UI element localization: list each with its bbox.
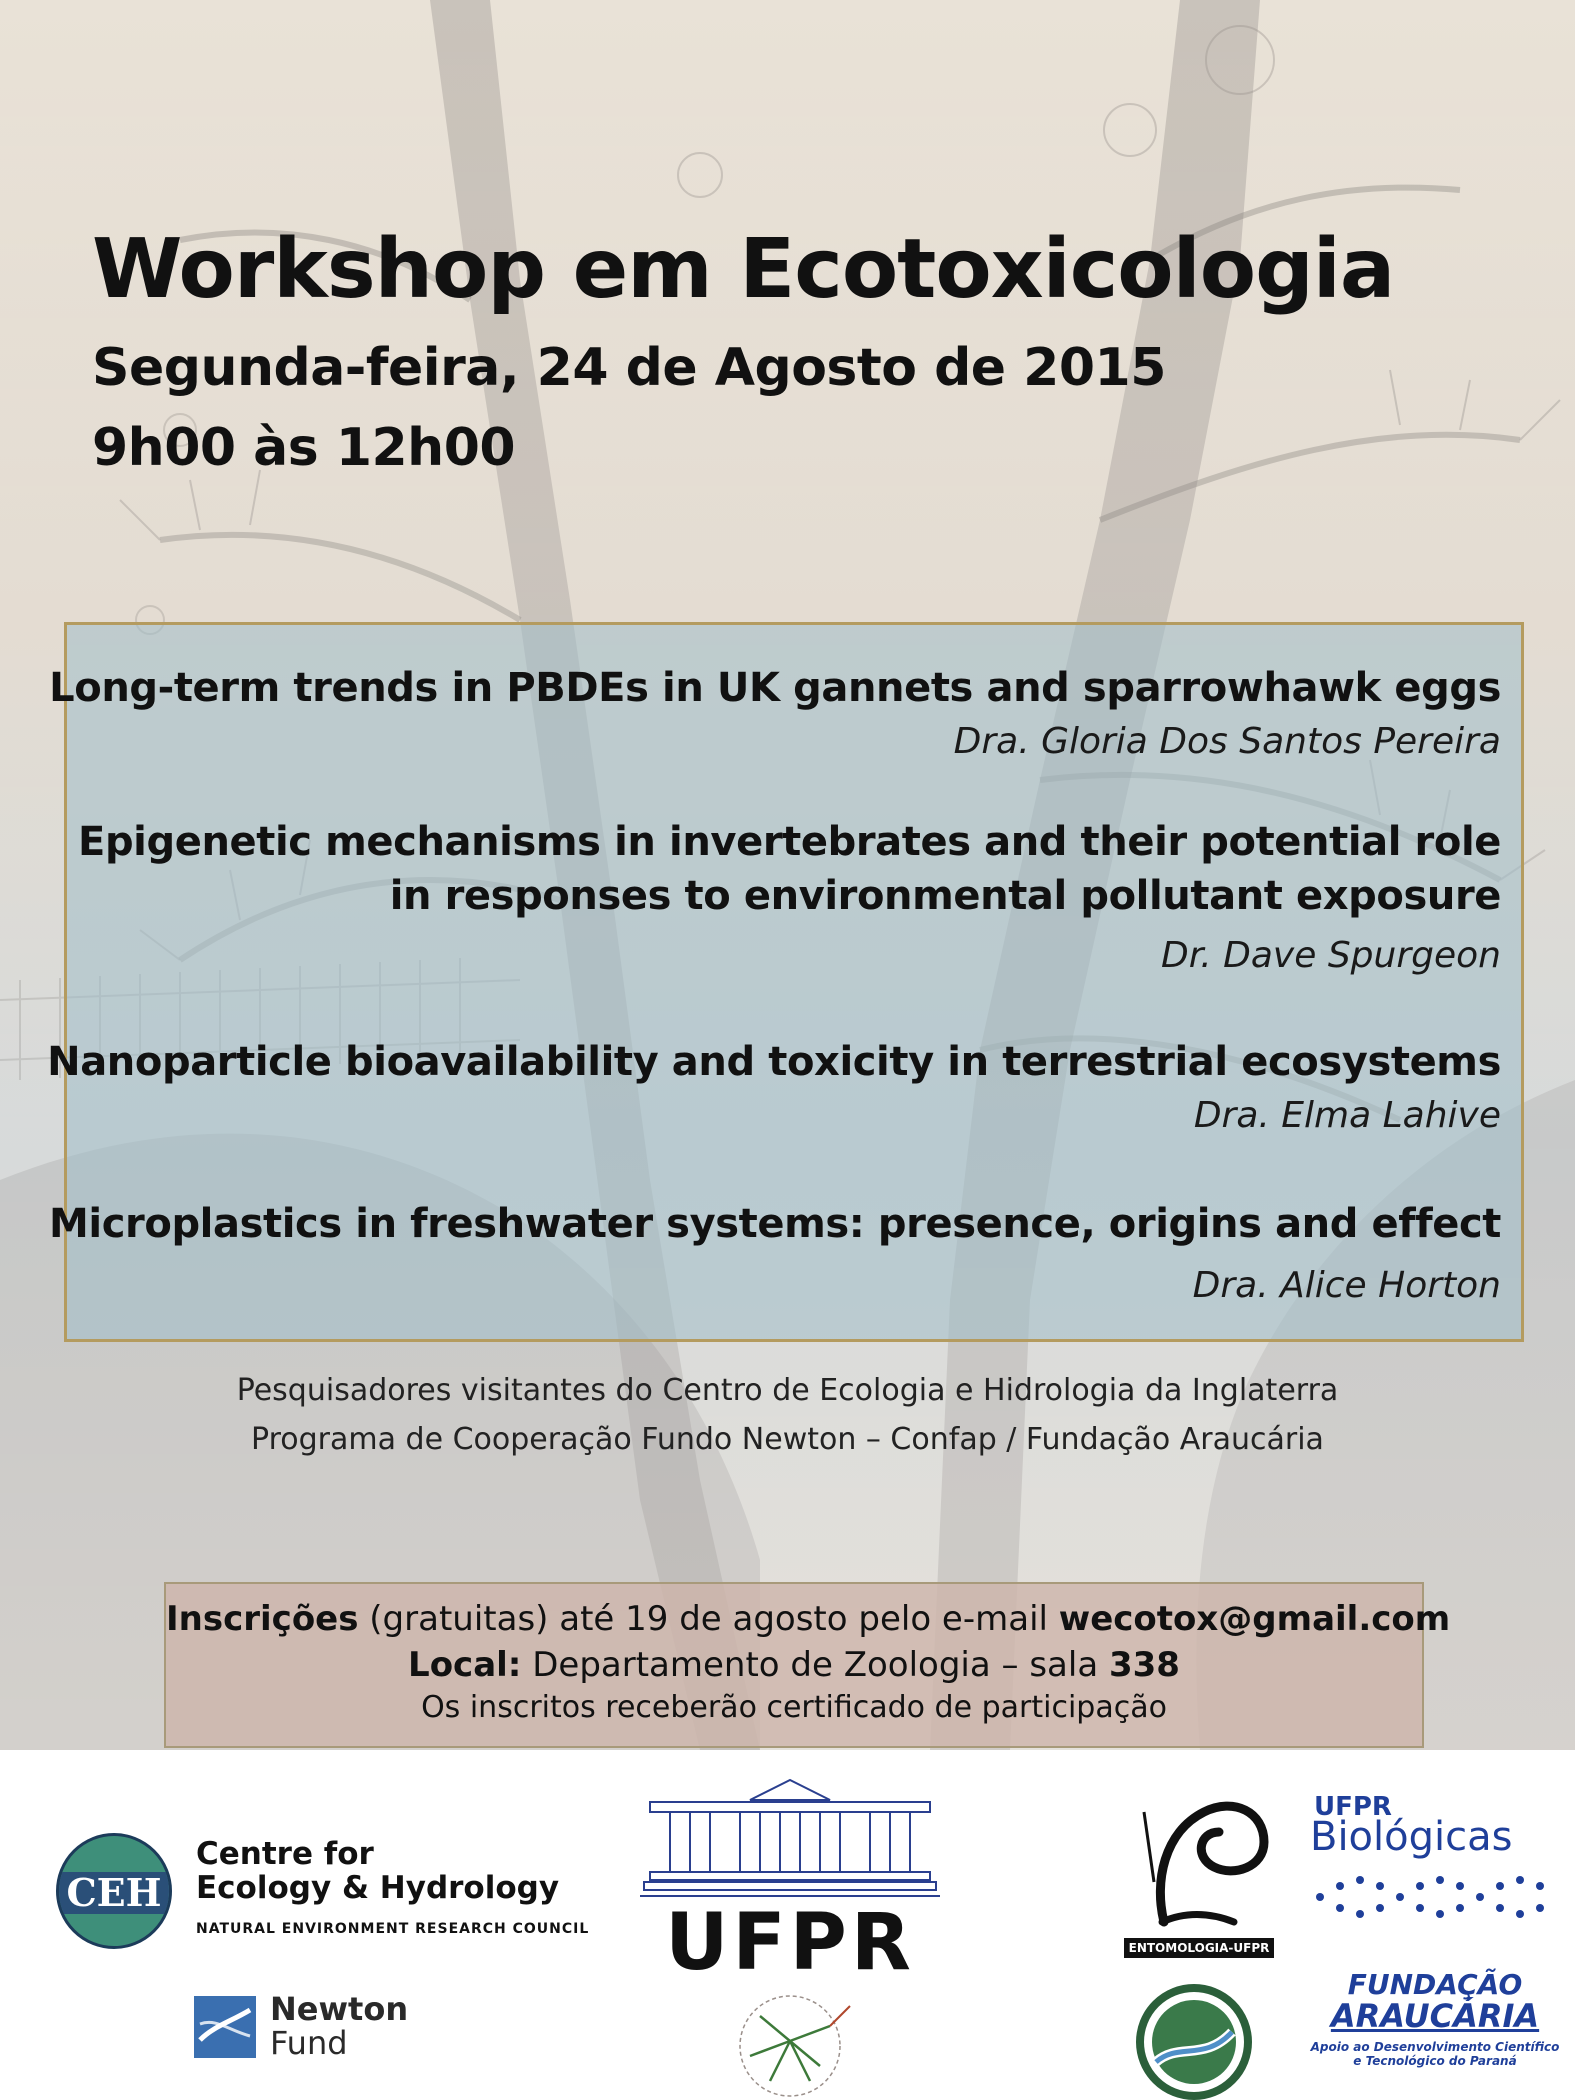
registration-text: (gratuitas) até 19 de agosto pelo e-mail bbox=[358, 1599, 1059, 1639]
newton-fund-icon bbox=[194, 1996, 256, 2058]
talk-item bbox=[47, 1035, 1501, 1143]
fundacao-tagline bbox=[1300, 2040, 1570, 2068]
talk-title: Microplastics in freshwater systems: presence, origins and effect bbox=[49, 1201, 1501, 1247]
talk-speaker: Dra. Elma Lahive bbox=[1193, 1095, 1501, 1136]
talk-title: Long-term trends in PBDEs in UK gannets and sparrowhawk eggs bbox=[49, 665, 1501, 711]
registration-line bbox=[166, 1596, 1451, 1642]
newton-name-line-1: Newton bbox=[270, 1990, 409, 2028]
ufpr-wordmark: UFPR bbox=[665, 1898, 915, 1988]
butterfly-icon bbox=[1124, 1772, 1274, 1932]
talk-speaker: Dra. Gloria Dos Santos Pereira bbox=[953, 721, 1501, 762]
talks-panel bbox=[47, 622, 1524, 1342]
fundacao-tagline-line-1: Apoio ao Desenvolvimento Científico bbox=[1310, 2040, 1560, 2054]
talk-title: Epigenetic mechanisms in invertebrates and their potential role bbox=[78, 819, 1501, 865]
mosquito-lab-logo bbox=[710, 1986, 870, 2100]
location-room: 338 bbox=[1108, 1645, 1180, 1685]
registration-box bbox=[164, 1582, 1451, 1748]
location-text: Departamento de Zoologia – sala bbox=[521, 1645, 1109, 1685]
talk-item bbox=[78, 815, 1501, 983]
newton-fund-logo bbox=[194, 1992, 434, 2062]
ceh-subtitle: NATURAL ENVIRONMENT RESEARCH COUNCIL bbox=[196, 1921, 590, 1937]
quimica-ambiental-logo bbox=[1124, 1982, 1264, 2100]
certificate-note: Os inscritos receberão certificado de participação bbox=[421, 1690, 1167, 1725]
fundacao-tagline-line-2: e Tecnológico do Paraná bbox=[1353, 2054, 1517, 2068]
ufpr-logo bbox=[640, 1772, 940, 1992]
biologicas-name: Biológicas bbox=[1310, 1814, 1513, 1860]
dna-dots-icon bbox=[1310, 1872, 1560, 1922]
ceh-name-line-1: Centre for bbox=[196, 1836, 374, 1872]
fundacao-name-line-1: FUNDAÇÃO bbox=[1347, 1968, 1523, 2001]
talk-speaker: Dra. Alice Horton bbox=[1192, 1265, 1501, 1306]
visiting-researchers-note: Pesquisadores visitantes do Centro de Ecologia e Hidrologia da Inglaterra bbox=[236, 1373, 1339, 1408]
location-line bbox=[166, 1642, 1422, 1688]
talk-title-continuation: in responses to environmental pollutant exposure bbox=[389, 873, 1501, 919]
talk-item bbox=[49, 661, 1501, 769]
ufpr-building-icon bbox=[640, 1772, 940, 1902]
fundacao-name-line-2: ARAUCÁRIA bbox=[1330, 1997, 1540, 2035]
event-date: Segunda-feira, 24 de Agosto de 2015 bbox=[92, 338, 1166, 398]
ceh-logo bbox=[56, 1833, 596, 1953]
talk-title: Nanoparticle bioavailability and toxicity in terrestrial ecosystems bbox=[47, 1039, 1501, 1085]
ceh-name-line-2: Ecology & Hydrology bbox=[196, 1870, 560, 1906]
event-time: 9h00 às 12h00 bbox=[92, 418, 516, 478]
program-note: Programa de Cooperação Fundo Newton – Confap / Fundação Araucária bbox=[251, 1422, 1324, 1457]
ceh-letters: CEH bbox=[66, 1870, 162, 1915]
registration-label: Inscrições bbox=[166, 1599, 359, 1639]
ceh-emblem bbox=[56, 1833, 172, 1949]
registration-email: wecotox@gmail.com bbox=[1058, 1599, 1451, 1639]
sponsor-logos bbox=[0, 1750, 1575, 2100]
newton-fund-name bbox=[270, 1992, 408, 2060]
talk-item bbox=[49, 1197, 1501, 1313]
location-label: Local: bbox=[408, 1645, 522, 1685]
entomologia-label: ENTOMOLOGIA-UFPR bbox=[1124, 1938, 1274, 1958]
workshop-title: Workshop em Ecotoxicologia bbox=[92, 222, 1395, 317]
ufpr-biologicas-logo bbox=[1310, 1792, 1560, 1922]
entomologia-logo bbox=[1124, 1772, 1274, 1962]
talk-speaker: Dr. Dave Spurgeon bbox=[1161, 935, 1501, 976]
biologicas-ufpr: UFPR bbox=[1314, 1792, 1392, 1822]
newton-name-line-2: Fund bbox=[270, 2024, 348, 2062]
fundacao-araucaria-logo bbox=[1300, 1970, 1570, 2080]
ceh-name bbox=[196, 1837, 559, 1905]
